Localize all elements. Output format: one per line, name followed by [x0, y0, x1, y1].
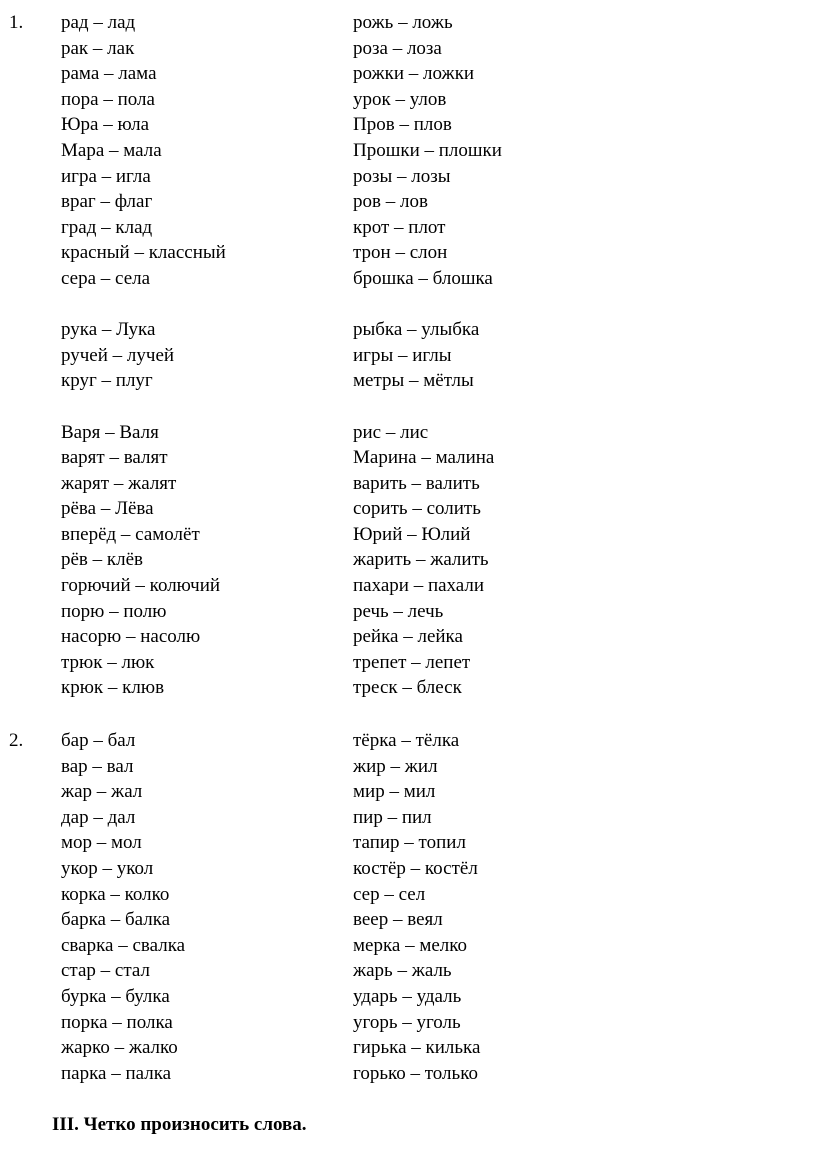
- word-pair: Варя – Валя: [61, 421, 159, 443]
- word-pair: гирька – килька: [353, 1037, 481, 1059]
- word-pair: град – клад: [61, 216, 153, 238]
- word-pair: варят – валят: [61, 447, 168, 469]
- word-pair: барка – балка: [61, 909, 171, 931]
- word-pair: трюк – люк: [61, 651, 155, 673]
- word-pair: стар – стал: [61, 960, 150, 982]
- word-pair: брошка – блошка: [353, 267, 493, 289]
- word-pair: корка – колко: [61, 883, 170, 905]
- word-pair: враг – флаг: [61, 191, 153, 213]
- word-pair: вперёд – самолёт: [61, 523, 200, 545]
- word-pair: Юрий – Юлий: [353, 523, 471, 545]
- word-pair: игры – иглы: [353, 344, 452, 366]
- section-2-right-column: [353, 728, 480, 1086]
- word-pair: пора – пола: [61, 88, 155, 110]
- word-pair: трон – слон: [353, 242, 448, 264]
- word-pair: рыбка – улыбка: [353, 319, 480, 341]
- word-pair: жар – жал: [61, 781, 143, 803]
- word-pair: рис – лис: [353, 421, 429, 443]
- word-pair: бурка – булка: [61, 985, 170, 1007]
- word-pair: рёв – клёв: [61, 549, 144, 571]
- word-pair: трепет – лепет: [353, 651, 471, 673]
- word-pair: пир – пил: [353, 806, 432, 828]
- word-pair: порка – полка: [61, 1011, 173, 1033]
- word-pair: парка – палка: [61, 1062, 172, 1084]
- word-pair: метры – мётлы: [353, 370, 474, 392]
- section-1-number: 1.: [9, 12, 24, 33]
- word-pair: горько – только: [353, 1062, 478, 1084]
- section-1-left-column: [61, 10, 226, 701]
- word-pair: рука – Лука: [61, 319, 156, 341]
- word-pair: ручей – лучей: [61, 344, 175, 366]
- word-pair: сварка – свалка: [61, 934, 186, 956]
- word-pair: костёр – костёл: [353, 857, 478, 879]
- section-1-right-column: [353, 10, 502, 701]
- word-pair: тапир – топил: [353, 832, 466, 854]
- section-2-left-column: [61, 728, 185, 1086]
- word-pair: урок – улов: [353, 88, 447, 110]
- word-pair: мор – мол: [61, 832, 142, 854]
- word-pair: вар – вал: [61, 755, 134, 777]
- word-pair: розы – лозы: [353, 165, 451, 187]
- word-pair: веер – веял: [353, 909, 443, 931]
- word-pair: жарь – жаль: [353, 960, 452, 982]
- word-pair: сорить – солить: [353, 498, 481, 520]
- word-pair: укор – укол: [61, 857, 154, 879]
- word-pair: крот – плот: [353, 216, 446, 238]
- word-pair: роза – лоза: [353, 37, 442, 59]
- word-pair: рожь – ложь: [353, 12, 453, 33]
- word-pair: Марина – малина: [353, 447, 495, 469]
- word-pair: жир – жил: [353, 755, 438, 777]
- word-pair: насорю – насолю: [61, 626, 201, 648]
- word-pair: бар – бал: [61, 730, 136, 751]
- word-pair: Юра – юла: [61, 114, 150, 136]
- word-pair: крюк – клюв: [61, 677, 165, 699]
- word-pair: дар – дал: [61, 806, 136, 828]
- word-pair: речь – лечь: [353, 600, 444, 622]
- word-pair: рад – лад: [61, 12, 136, 33]
- word-pair: мир – мил: [353, 781, 436, 803]
- word-pair: жарить – жалить: [353, 549, 489, 571]
- word-pair: ударь – удаль: [353, 985, 462, 1007]
- word-pair: игра – игла: [61, 165, 151, 187]
- word-pair: рак – лак: [61, 37, 135, 59]
- word-pair: рейка – лейка: [353, 626, 463, 648]
- word-pair: треск – блеск: [353, 677, 462, 699]
- word-pair: тёрка – тёлка: [353, 730, 460, 751]
- word-pair: Пров – плов: [353, 114, 452, 136]
- word-pair: рожки – ложки: [353, 63, 475, 85]
- word-pair: ров – лов: [353, 191, 428, 213]
- word-pair: Прошки – плошки: [353, 139, 502, 161]
- word-pair: круг – плуг: [61, 370, 153, 392]
- word-pair: порю – полю: [61, 600, 167, 622]
- word-pair: Мара – мала: [61, 139, 162, 161]
- section-3-heading: III. Четко произносить слова.: [52, 1114, 307, 1135]
- word-pair: угорь – уголь: [353, 1011, 461, 1033]
- word-pair: сера – села: [61, 267, 151, 289]
- word-pair: горючий – колючий: [61, 575, 221, 597]
- word-pair: жарят – жалят: [61, 472, 177, 494]
- word-pair: мерка – мелко: [353, 934, 468, 956]
- word-pair: жарко – жалко: [61, 1037, 178, 1059]
- word-pair: пахари – пахали: [353, 575, 485, 597]
- word-pair: красный – классный: [61, 242, 226, 264]
- word-pair: рама – лама: [61, 63, 157, 85]
- word-pair: сер – сел: [353, 883, 426, 905]
- word-pair: варить – валить: [353, 472, 480, 494]
- section-2-number: 2.: [9, 730, 24, 751]
- word-pair: рёва – Лёва: [61, 498, 154, 520]
